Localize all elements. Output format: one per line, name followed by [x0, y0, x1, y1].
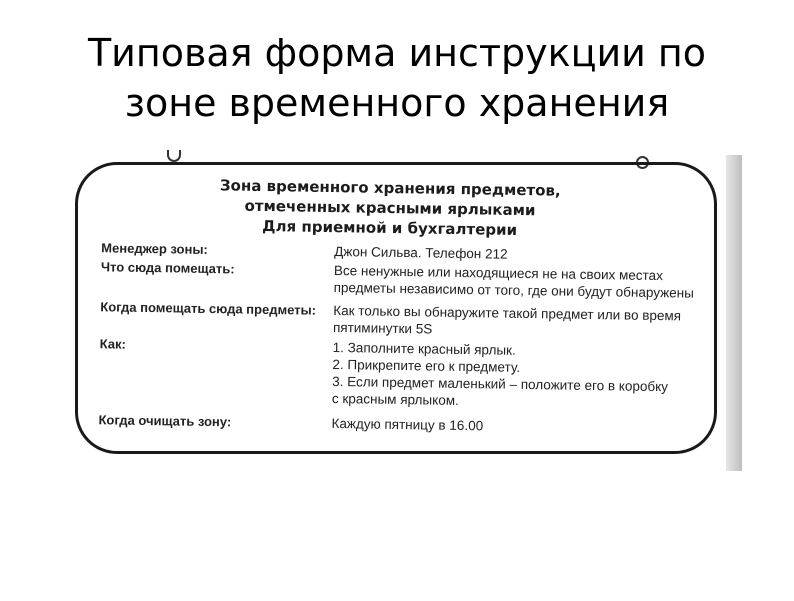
row-value-line: Джон Сильва. Телефон 212 — [334, 243, 508, 262]
row-value-how — [332, 339, 713, 413]
row-value-line: Каждую пятницу в 16.00 — [331, 415, 484, 434]
card-title-line-1: Зона временного хранения предметов, — [219, 176, 561, 200]
row-value-line: Как только вы обнаружите такой предмет или во время — [333, 302, 682, 324]
row-label-when-clean: Когда очищать зону: — [98, 412, 232, 430]
row-value-when-place — [333, 302, 713, 342]
row-label-how: Как: — [99, 336, 127, 352]
row-value-line: с красным ярлыком. — [331, 390, 459, 408]
card-title-line-3: Для приемной и бухгалтерии — [262, 216, 518, 239]
row-value-line: 3. Если предмет маленький – положите его в коробку — [332, 373, 669, 395]
row-label-manager: Менеджер зоны: — [101, 240, 208, 257]
card-title-line-2: отмеченных красными ярлыками — [244, 196, 536, 220]
row-value-line: 2. Прикрепите его к предмету. — [332, 356, 521, 375]
slide-title-line-1: Типовая форма инструкции по — [87, 31, 707, 75]
row-label-what: Что сюда помещать: — [100, 259, 235, 277]
row-value-what — [334, 262, 714, 302]
row-value-line: пятиминутки 5S — [332, 319, 433, 337]
row-value-line: Все ненужные или находящиеся не на своих местах — [333, 262, 664, 284]
row-label-when-place: Когда помещать сюда предметы: — [100, 299, 317, 318]
slide-title-line-2: зоне временного хранения — [124, 81, 670, 125]
row-value-line: предметы независимо от того, где они будут обнаружены — [333, 279, 695, 301]
row-value-line: 1. Заполните красный ярлык. — [332, 339, 516, 358]
row-value-when-clean — [331, 415, 711, 438]
